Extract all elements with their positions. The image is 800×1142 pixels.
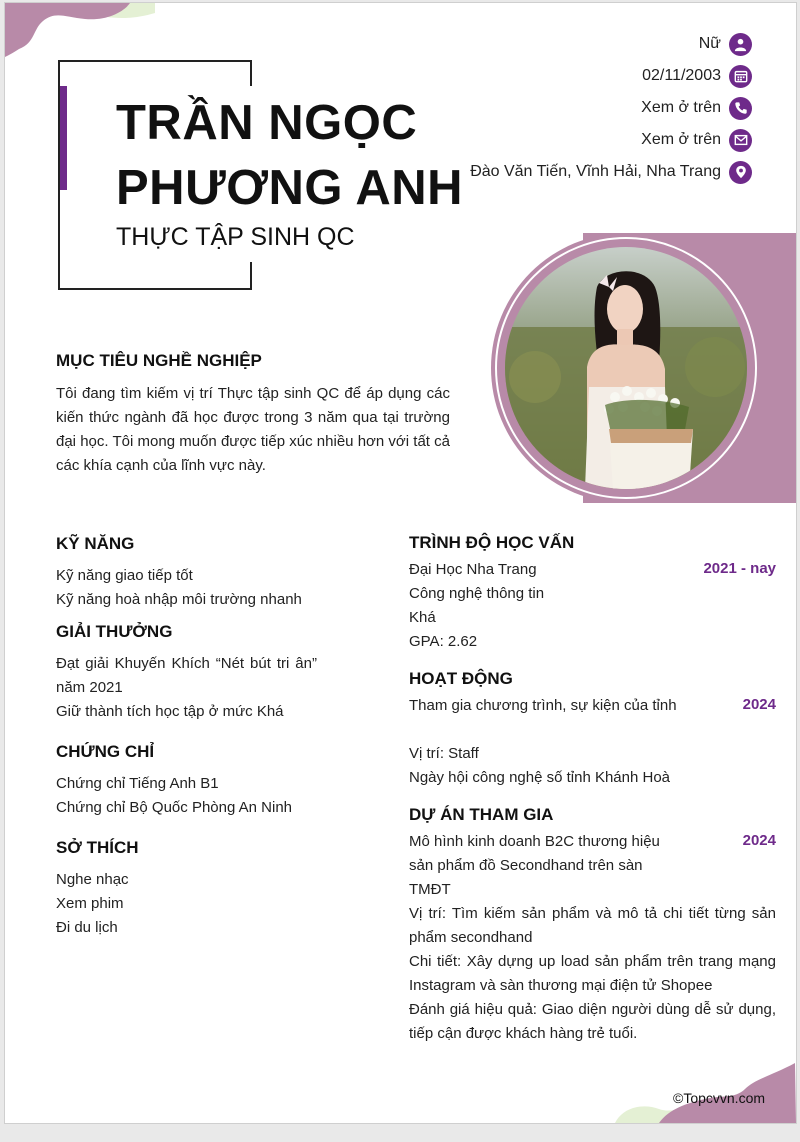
project-evaluation: Đánh giá hiệu quả: Giao diện người dùng dễ sử dụng, tiếp cận được khách hàng trẻ tuổi.	[409, 1001, 776, 1042]
skills-heading: KỸ NĂNG	[56, 534, 135, 553]
education-major: Công nghệ thông tin	[409, 585, 545, 602]
phone-value: Xem ở trên	[641, 99, 721, 116]
education-period: 2021 - nay	[703, 560, 776, 577]
award-item: Giữ thành tích học tập ở mức Khá	[56, 703, 284, 720]
project-position: Vị trí: Tìm kiếm sản phẩm và mô tả chi tiết từng sản phẩm secondhand	[409, 905, 776, 946]
award-item: Đạt giải Khuyến Khích “Nét bút tri ân” năm 2021	[56, 655, 317, 696]
person-icon	[729, 33, 752, 56]
project-name: Mô hình kinh doanh B2C thương hiệu sản phẩm đồ Secondhand trên sàn TMĐT	[409, 833, 660, 898]
contact-phone	[641, 96, 752, 120]
education-school: Đại Học Nha Trang	[409, 561, 537, 578]
contact-address	[470, 160, 752, 184]
name-line-2: PHƯƠNG ANH	[116, 161, 463, 215]
contact-dob	[642, 64, 752, 88]
certificate-item: Chứng chỉ Bộ Quốc Phòng An Ninh	[56, 799, 293, 816]
projects-heading: DỰ ÁN THAM GIA	[409, 805, 554, 824]
cv-page	[4, 2, 797, 1124]
address-value: Đào Văn Tiến, Vĩnh Hải, Nha Trang	[470, 163, 721, 180]
skill-item: Kỹ năng hoà nhập môi trường nhanh	[56, 591, 302, 608]
corner-decoration-top	[5, 3, 165, 63]
contact-gender	[699, 32, 752, 56]
mail-icon	[729, 129, 752, 152]
name-line-1: TRẦN NGỌC	[116, 96, 418, 150]
dob-value: 02/11/2003	[642, 67, 721, 84]
activity-event: Ngày hội công nghệ số tỉnh Khánh Hoà	[409, 769, 671, 786]
contact-email	[641, 128, 752, 152]
gender-value: Nữ	[698, 35, 721, 52]
certificates-heading: CHỨNG CHỈ	[56, 742, 155, 761]
activities-heading: HOẠT ĐỘNG	[409, 669, 513, 688]
portrait-photo	[505, 247, 747, 489]
objective-text: Tôi đang tìm kiếm vị trí Thực tập sinh QC để áp dụng các kiến thức ngành đã học được trong 3 năm qua tại trường đại học. Tôi mong muốn được tiếp xúc nhiều hơn với tất cả các khía cạnh của lĩnh vực này.	[56, 385, 450, 474]
email-value: Xem ở trên	[641, 131, 721, 148]
activity-name: Tham gia chương trình, sự kiện của tỉnh	[409, 697, 677, 714]
calendar-icon	[729, 65, 752, 88]
hobby-item: Xem phim	[56, 895, 124, 912]
certificate-item: Chứng chỉ Tiếng Anh B1	[56, 775, 219, 792]
education-heading: TRÌNH ĐỘ HỌC VẤN	[409, 533, 575, 552]
hobby-item: Đi du lịch	[56, 919, 118, 936]
phone-icon	[729, 97, 752, 120]
job-title: THỰC TẬP SINH QC	[116, 223, 355, 251]
hobbies-heading: SỞ THÍCH	[56, 838, 139, 857]
activity-position: Vị trí: Staff	[409, 745, 479, 762]
awards-heading: GIẢI THƯỞNG	[56, 622, 173, 641]
project-year: 2024	[742, 832, 776, 849]
hobby-item: Nghe nhạc	[56, 871, 129, 888]
skill-item: Kỹ năng giao tiếp tốt	[56, 567, 193, 584]
education-rank: Khá	[409, 609, 436, 626]
objective-heading: MỤC TIÊU NGHỀ NGHIỆP	[56, 351, 262, 370]
project-detail: Chi tiết: Xây dựng up load sản phẩm trên trang mạng Instagram và sàn thương mại điện tử Shopee	[409, 953, 776, 994]
full-name	[116, 91, 476, 221]
activity-year: 2024	[742, 696, 776, 713]
location-icon	[729, 161, 752, 184]
footer-credit: ©Topcvvn.com	[673, 1090, 766, 1106]
education-gpa: GPA: 2.62	[409, 633, 478, 650]
accent-bar	[60, 86, 67, 190]
